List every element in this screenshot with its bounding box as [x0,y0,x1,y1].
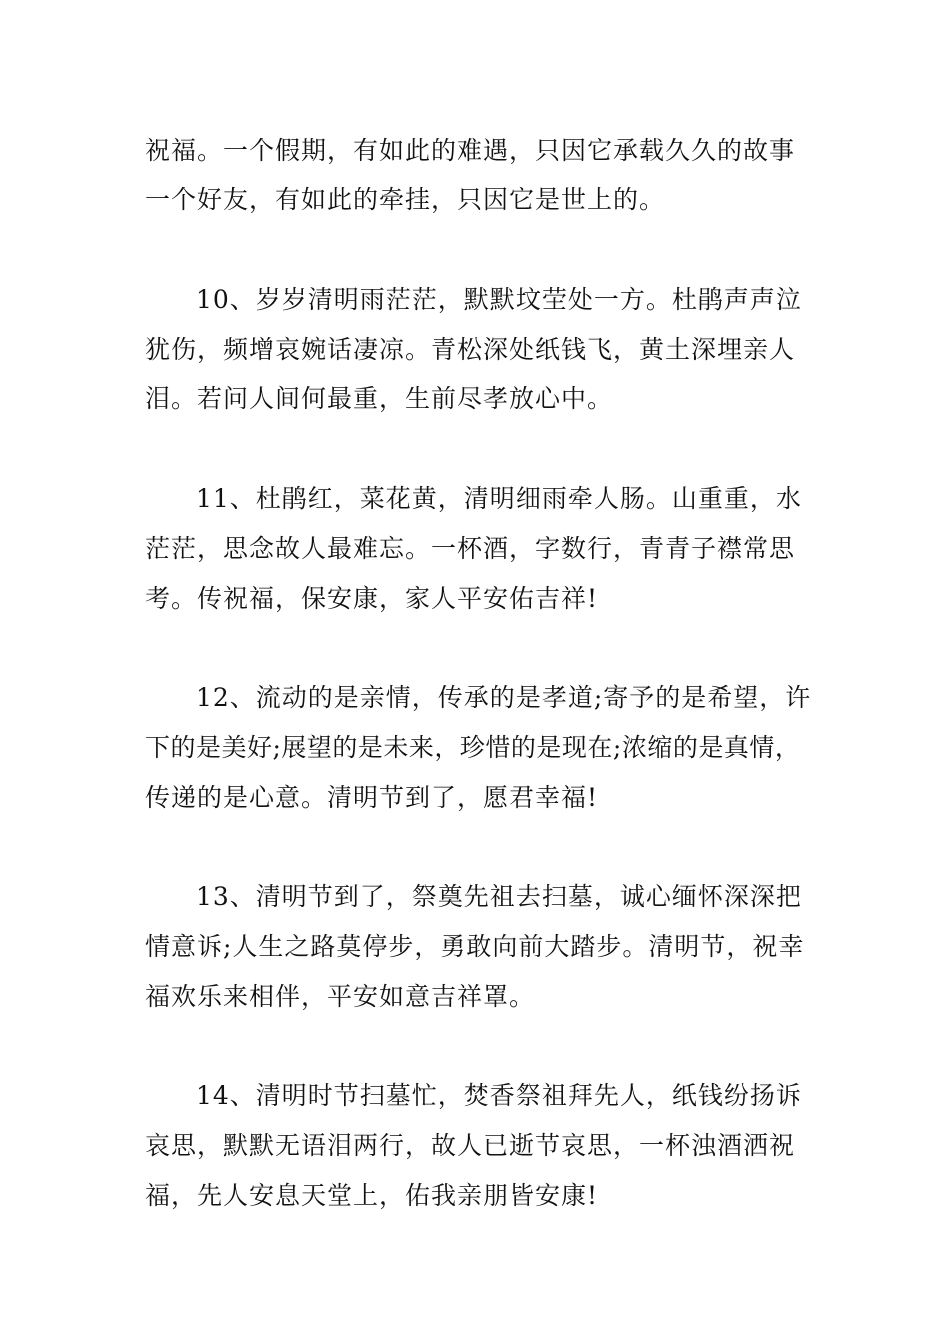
text-line: 考。传祝福，保安康，家人平安佑吉祥! [145,584,599,613]
text-line: 传递的是心意。清明节到了，愿君幸福! [145,783,599,812]
text-line: 一个好友，有如此的牵挂，只因它是世上的。 [145,185,666,214]
text-line: 哀思，默默无语泪两行，故人已逝节哀思，一杯浊酒洒祝 [145,1131,796,1160]
text-line: 下的是美好;展望的是未来，珍惜的是现在;浓缩的是真情， [145,733,801,762]
text-line: 11、杜鹃红，菜花黄，清明细雨牵人肠。山重重，水 [196,484,802,513]
text-line: 泪。若问人间何最重，生前尽孝放心中。 [145,384,614,413]
text-line: 福，先人安息天堂上，佑我亲朋皆安康! [145,1181,599,1210]
text-line: 福欢乐来相伴，平安如意吉祥罩。 [145,982,536,1011]
text-line: 12、流动的是亲情，传承的是孝道;寄予的是希望，许 [196,683,812,712]
text-line: 14、清明时节扫墓忙，焚香祭祖拜先人，纸钱纷扬诉 [196,1081,802,1110]
text-line: 犹伤，频增哀婉话凄凉。青松深处纸钱飞，黄土深埋亲人 [145,335,796,364]
text-line: 茫茫，思念故人最难忘。一杯酒，字数行，青青子襟常思 [145,534,796,563]
text-line: 祝福。一个假期，有如此的难遇，只因它承载久久的故事 [145,136,796,165]
text-line: 13、清明节到了，祭奠先祖去扫墓，诚心缅怀深深把 [196,882,802,911]
text-line: 情意诉;人生之路莫停步，勇敢向前大踏步。清明节，祝幸 [145,932,805,961]
text-line: 10、岁岁清明雨茫茫，默默坟茔处一方。杜鹃声声泣 [196,285,802,314]
